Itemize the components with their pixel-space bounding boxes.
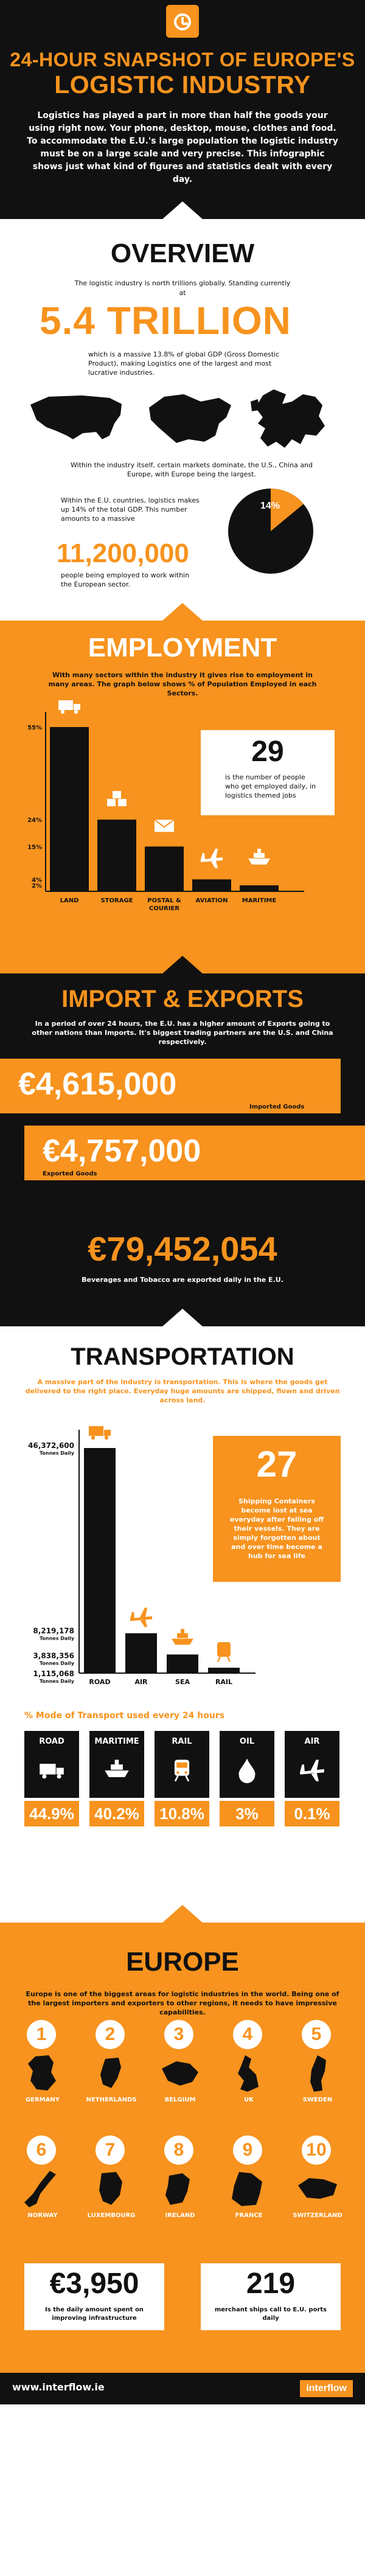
bar-sea bbox=[167, 1654, 198, 1673]
y-tick-label: 46,372,600 bbox=[28, 1441, 74, 1450]
x-tick-label: SEA bbox=[175, 1678, 190, 1686]
y-tick-label: 55% bbox=[27, 725, 42, 731]
mode-card-rail bbox=[155, 1731, 209, 1828]
mode-card-oil bbox=[220, 1731, 274, 1828]
country-rank-badge: 7 bbox=[96, 2136, 125, 2165]
x-tick-label: RAIL bbox=[215, 1678, 233, 1686]
ship-icon bbox=[248, 849, 270, 865]
containers-stat-number: 27 bbox=[256, 1444, 297, 1485]
x-tick-label: COURIER bbox=[149, 905, 179, 912]
page-title bbox=[0, 49, 365, 99]
country-rank-badge: 6 bbox=[27, 2136, 56, 2165]
belgium-map-icon bbox=[156, 2054, 204, 2093]
x-tick-label: AVIATION bbox=[195, 897, 228, 904]
y-tick-label: 2% bbox=[32, 883, 42, 890]
country-luxembourg bbox=[81, 2136, 142, 2227]
x-tick-label: POSTAL & bbox=[147, 897, 181, 904]
y-tick-unit: Tonnes Daily bbox=[40, 1450, 74, 1456]
luxembourg-map-icon bbox=[87, 2170, 136, 2209]
netherlands-map-icon bbox=[87, 2054, 136, 2093]
mode-box bbox=[24, 1731, 79, 1798]
chevron-divider bbox=[162, 956, 203, 973]
train-icon bbox=[175, 1760, 189, 1781]
country-belgium bbox=[150, 2020, 210, 2111]
footer bbox=[0, 2373, 365, 2404]
overview-intro: The logistic industry is north trillions globally. Standing currently at bbox=[74, 279, 291, 297]
transport-intro: A massive part of the industry is transportation. This is where the goods get delivered to the right place. Everyday huge amounts are shipped, flown and driven across land. bbox=[25, 1378, 340, 1404]
truck-icon bbox=[40, 1764, 64, 1778]
mode-box bbox=[155, 1731, 209, 1798]
x-tick-label: AIR bbox=[134, 1678, 148, 1686]
bar-storage bbox=[97, 820, 136, 891]
imports-title: IMPORT & EXPORTS bbox=[61, 986, 304, 1012]
country-name: GERMANY bbox=[25, 2097, 60, 2103]
mode-box bbox=[89, 1731, 144, 1798]
y-tick-unit: Tonnes Daily bbox=[40, 1679, 74, 1685]
train-icon bbox=[167, 1752, 197, 1789]
envelope-icon bbox=[155, 820, 174, 832]
country-uk bbox=[218, 2020, 279, 2111]
usa-map-icon bbox=[30, 395, 122, 439]
plane-icon bbox=[297, 1752, 327, 1789]
mode-card-maritime bbox=[89, 1731, 144, 1828]
ships-stat-number: 219 bbox=[246, 2268, 296, 2300]
plane-icon bbox=[130, 1607, 152, 1627]
europe-title: EUROPE bbox=[126, 1947, 239, 1977]
y-tick-label: 1,115,068 bbox=[33, 1669, 74, 1679]
country-rank-badge: 9 bbox=[233, 2136, 262, 2165]
employment-title: EMPLOYMENT bbox=[88, 633, 277, 663]
country-rank-badge: 4 bbox=[233, 2020, 262, 2049]
bar-land bbox=[50, 727, 89, 891]
country-name: NETHERLANDS bbox=[86, 2097, 137, 2103]
y-tick-label: 3,838,356 bbox=[33, 1651, 74, 1660]
mode-percent: 44.9% bbox=[24, 1801, 79, 1826]
imported-band bbox=[0, 1059, 341, 1113]
country-switzerland bbox=[287, 2136, 348, 2227]
beverages-amount: €79,452,054 bbox=[88, 1230, 277, 1268]
infrastructure-stat-card bbox=[24, 2263, 164, 2330]
plane-icon bbox=[300, 1760, 324, 1781]
bar-air bbox=[125, 1633, 157, 1673]
uk-map-icon bbox=[224, 2054, 273, 2093]
country-sweden bbox=[287, 2020, 348, 2111]
country-rank-badge: 1 bbox=[27, 2020, 56, 2049]
country-name: UK bbox=[244, 2097, 254, 2103]
truck-icon bbox=[36, 1752, 67, 1789]
country-netherlands bbox=[81, 2020, 142, 2111]
containers-stat-text: Shipping Containers become lost at sea everyday after falling off their vessels. They are simply forgotten about and over time become a hub for sea life bbox=[229, 1497, 324, 1560]
x-tick-label: LAND bbox=[60, 897, 79, 904]
europe-section bbox=[0, 1923, 365, 2373]
mode-percent: 0.1% bbox=[285, 1801, 339, 1826]
mode-label: AIR bbox=[304, 1737, 320, 1746]
x-tick-label: ROAD bbox=[89, 1678, 111, 1686]
country-name: SWEDEN bbox=[302, 2097, 333, 2103]
exported-amount: €4,757,000 bbox=[43, 1133, 201, 1169]
bar-road bbox=[84, 1448, 116, 1673]
imports-intro: In a period of over 24 hours, the E.U. has a higher amount of Exports going to other nations than Imports. It's biggest trading partners are the U.S. and China respectively. bbox=[32, 1020, 333, 1046]
y-tick-label: 4% bbox=[32, 877, 42, 884]
ship-icon bbox=[102, 1752, 132, 1789]
employment-stat-text: is the number of people who get employed daily, in logistics themed jobs bbox=[225, 773, 316, 799]
ships-stat-text: merchant ships call to E.U. ports daily bbox=[214, 2306, 327, 2322]
mode-percent: 40.2% bbox=[89, 1801, 144, 1826]
title-line-2: LOGISTIC INDUSTRY bbox=[54, 71, 311, 99]
beverages-label: Beverages and Tobacco are exported daily in the E.U. bbox=[82, 1276, 283, 1284]
infrastructure-stat-number: €3,950 bbox=[49, 2268, 139, 2300]
modes-title: % Mode of Transport used every 24 hours bbox=[24, 1711, 225, 1721]
y-tick-unit: Tonnes Daily bbox=[40, 1660, 74, 1666]
germany-map-icon bbox=[18, 2054, 67, 2093]
overview-within-text: Within the industry itself, certain markets dominate, the U.S., China and Europe, with Europe being the largest. bbox=[70, 461, 313, 478]
country-name: SWITZERLAND bbox=[293, 2212, 342, 2219]
ireland-map-icon bbox=[156, 2170, 204, 2209]
overview-eu-subtext: people being employed to work within the European sector. bbox=[61, 571, 190, 588]
country-rank-badge: 5 bbox=[302, 2020, 331, 2049]
truck-icon bbox=[89, 1426, 111, 1439]
chevron-divider bbox=[162, 201, 203, 219]
mode-label: MARITIME bbox=[94, 1737, 139, 1746]
country-germany bbox=[12, 2020, 73, 2111]
gdp-pie-chart bbox=[225, 486, 316, 577]
country-norway bbox=[12, 2136, 73, 2227]
world-markets-maps bbox=[24, 383, 341, 456]
hero-intro: Logistics has played a part in more than half the goods your using right now. Your phone, desktop, mouse, clothes and food. To accommodate the E.U.'s large population the logistic industry must be on a large scale and very precise. This infographic shows just what kind of figures and statistics dealt with every day. bbox=[27, 111, 338, 184]
title-line-1: 24-HOUR SNAPSHOT OF EUROPE'S bbox=[10, 49, 355, 71]
mode-percent: 10.8% bbox=[155, 1801, 209, 1826]
switzerland-map-icon bbox=[293, 2170, 342, 2209]
mode-percent: 3% bbox=[220, 1801, 274, 1826]
country-name: FRANCE bbox=[235, 2212, 263, 2219]
country-france bbox=[218, 2136, 279, 2227]
overview-title: OVERVIEW bbox=[110, 238, 255, 268]
mode-label: OIL bbox=[239, 1737, 255, 1746]
transport-title: TRANSPORTATION bbox=[71, 1343, 294, 1370]
country-rank-badge: 10 bbox=[302, 2136, 331, 2165]
mode-box bbox=[285, 1731, 339, 1798]
employment-stat-number: 29 bbox=[251, 736, 284, 768]
imported-amount: €4,615,000 bbox=[18, 1067, 177, 1102]
pie-label: 14% bbox=[260, 501, 280, 511]
x-tick-label: MARITIME bbox=[242, 897, 277, 904]
country-rank-badge: 3 bbox=[164, 2020, 193, 2049]
country-name: NORWAY bbox=[27, 2212, 58, 2219]
mode-label: RAIL bbox=[172, 1737, 192, 1746]
bar-rail bbox=[208, 1668, 240, 1673]
ships-stat-card bbox=[201, 2263, 341, 2330]
oil-drop-icon bbox=[239, 1758, 255, 1783]
country-rank-badge: 2 bbox=[96, 2020, 125, 2049]
country-name: IRELAND bbox=[165, 2212, 195, 2219]
france-map-icon bbox=[224, 2170, 273, 2209]
overview-section bbox=[0, 219, 365, 621]
plane-icon bbox=[201, 849, 223, 868]
mode-box bbox=[220, 1731, 274, 1798]
overview-gdp-text: which is a massive 13.8% of global GDP (Gross Domestic Product), making Logistics one of the largest and most lucrative industries. bbox=[88, 350, 280, 377]
bar-postal-courier bbox=[145, 846, 184, 891]
ship-icon bbox=[105, 1760, 129, 1777]
europe-intro: Europe is one of the biggest areas for logistic industries in the world. Being one of the largest importers and exporters to other regions, it needs to have impressive capabilities. bbox=[26, 1990, 339, 2016]
truck-icon bbox=[58, 700, 80, 714]
transport-modes-row bbox=[24, 1731, 341, 1834]
transport-section bbox=[0, 1326, 365, 1923]
chevron-divider bbox=[162, 603, 203, 621]
bar-aviation bbox=[192, 879, 231, 891]
y-tick-label: 24% bbox=[27, 817, 42, 824]
mode-card-road bbox=[24, 1731, 79, 1828]
employment-section bbox=[0, 621, 365, 973]
exported-label: Exported Goods bbox=[43, 1171, 97, 1177]
containers-stat-card bbox=[213, 1436, 341, 1582]
country-name: LUXEMBOURG bbox=[87, 2212, 136, 2219]
x-tick-label: STORAGE bbox=[100, 897, 133, 904]
overview-eu-text: Within the E.U. countries, logistics makes up 14% of the total GDP. This number amounts to a massive bbox=[61, 496, 200, 523]
train-icon bbox=[217, 1642, 231, 1662]
interflow-logo: interflow bbox=[300, 2380, 353, 2397]
norway-map-icon bbox=[18, 2170, 67, 2209]
footer-url-link[interactable]: www.interflow.ie bbox=[12, 2381, 105, 2393]
employment-intro: With many sectors within the industry it gives rise to employment in many areas. The graph below shows % of Population Employed in each Sectors. bbox=[48, 671, 317, 697]
mode-card-air bbox=[285, 1731, 339, 1828]
mode-label: ROAD bbox=[39, 1737, 64, 1746]
boxes-icon bbox=[107, 791, 127, 806]
country-ireland bbox=[150, 2136, 210, 2227]
infrastructure-stat-text: Is the daily amount spent on improving infrastructure bbox=[45, 2306, 144, 2322]
chevron-divider bbox=[162, 1309, 203, 1326]
imports-section bbox=[0, 973, 365, 1326]
y-tick-label: 8,219,178 bbox=[33, 1626, 74, 1635]
country-name: BELGIUM bbox=[164, 2097, 196, 2103]
chevron-divider bbox=[162, 1905, 203, 1923]
sweden-map-icon bbox=[293, 2054, 342, 2093]
exported-band bbox=[24, 1126, 365, 1180]
overview-eu-big-number: 11,200,000 bbox=[57, 538, 189, 568]
europe-map-icon bbox=[251, 389, 325, 448]
overview-big-number: 5.4 TRILLION bbox=[40, 299, 291, 343]
china-map-icon bbox=[149, 394, 231, 443]
ship-icon bbox=[172, 1629, 193, 1645]
imported-label: Imported Goods bbox=[249, 1104, 305, 1110]
camera-clock-icon bbox=[166, 5, 199, 38]
employment-stat-card bbox=[201, 730, 335, 815]
oil-drop-icon bbox=[232, 1752, 262, 1789]
y-tick-unit: Tonnes Daily bbox=[40, 1635, 74, 1641]
country-rank-badge: 8 bbox=[164, 2136, 193, 2165]
bar-maritime bbox=[240, 885, 279, 891]
y-tick-label: 15% bbox=[27, 844, 42, 851]
hero-section bbox=[0, 0, 365, 219]
